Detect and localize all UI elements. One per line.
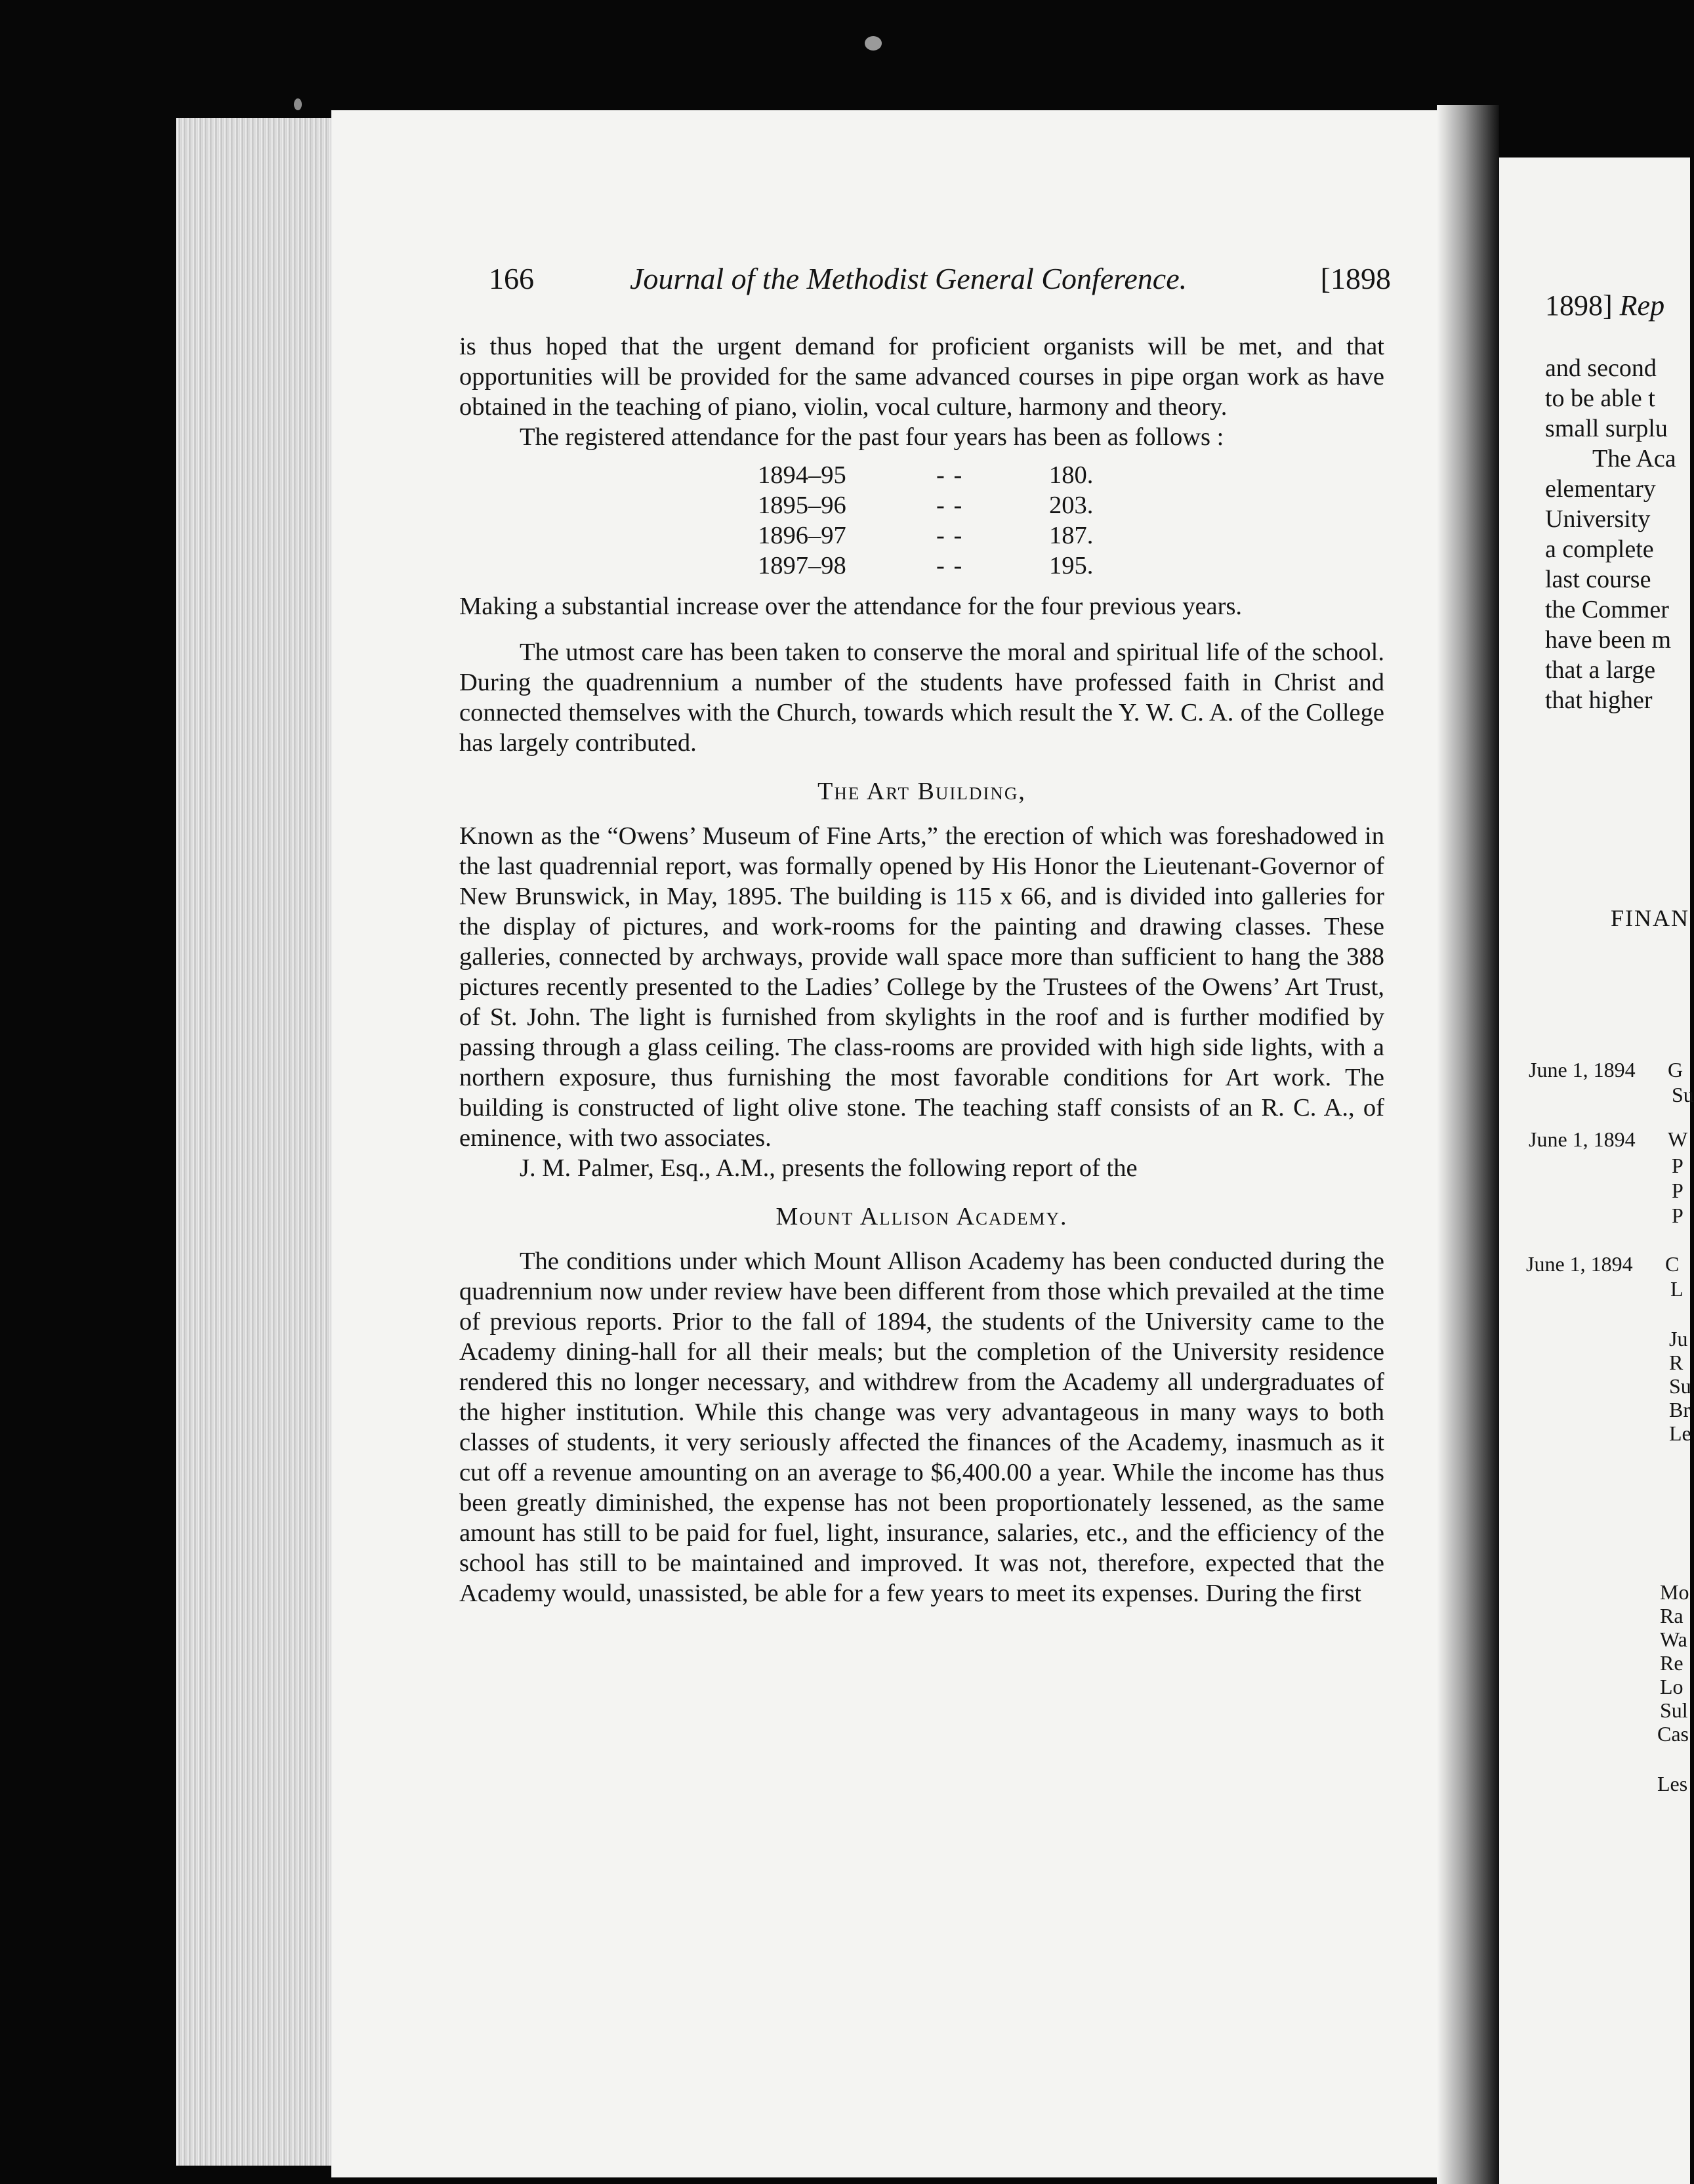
right-page-text	[1545, 353, 1676, 715]
ledger-subitem: R	[1669, 1351, 1684, 1374]
ledger-entry	[1529, 1127, 1687, 1152]
table-row	[459, 551, 1384, 581]
dust-speck	[294, 98, 302, 110]
ledger-subitem: Mo	[1660, 1580, 1689, 1604]
attendance-table	[459, 460, 1384, 581]
ledger-subitem: Wa	[1660, 1628, 1687, 1651]
ledger-subitem: L	[1670, 1277, 1684, 1301]
page-number: 166	[489, 262, 534, 295]
ledger-subitem: Br	[1669, 1398, 1690, 1421]
ledger-subitem: P	[1672, 1179, 1684, 1202]
table-row	[459, 490, 1384, 520]
ledger-subitem: Ju	[1669, 1327, 1688, 1351]
right-header-year: 1898]	[1545, 289, 1613, 322]
text-line: and second	[1545, 354, 1657, 382]
header-year: [1898	[1320, 262, 1391, 295]
paragraph: The registered attendance for the past four years has been as follows :	[520, 423, 1224, 451]
ledger-subitem: Sul	[1660, 1698, 1688, 1722]
table-cell-count: 195.	[1049, 552, 1094, 579]
page-body	[459, 331, 1384, 1608]
table-cell-years: 1896–97	[758, 522, 846, 549]
table-cell-years: 1894–95	[758, 461, 846, 489]
paragraph: The utmost care has been taken to conserve the moral and spiritual life of the school. During the quadrennium a number of the students have professed faith in Christ and connected themselves with the Church, towards which result the Y. W. C. A. of the College has largely contributed.	[459, 639, 1384, 757]
ledger-subitem: Su	[1672, 1083, 1694, 1106]
right-header-title: Rep	[1619, 289, 1665, 322]
ledger-date: June 1, 1894	[1529, 1127, 1636, 1151]
text-line: elementary	[1545, 475, 1656, 503]
text-line: that higher	[1545, 686, 1653, 714]
section-heading-art-building: The Art Building,	[817, 778, 1026, 805]
text-line: University	[1545, 505, 1651, 533]
paragraph: J. M. Palmer, Esq., A.M., presents the following report of the	[520, 1154, 1138, 1182]
ledger-item: W	[1668, 1127, 1688, 1151]
ledger-subitem: Su	[1669, 1374, 1691, 1398]
ledger-subitem: Cas	[1657, 1722, 1689, 1746]
ledger-subitem: Les	[1657, 1772, 1688, 1796]
text-line: The Aca	[1592, 445, 1676, 472]
text-line: have been m	[1545, 626, 1672, 654]
table-cell-count: 203.	[1049, 492, 1094, 519]
table-cell-years: 1895–96	[758, 492, 846, 519]
text-line: the Commer	[1545, 596, 1669, 623]
ledger-entry	[1529, 1058, 1683, 1082]
ledger-subitem: P	[1672, 1154, 1684, 1177]
table-cell-years: 1897–98	[758, 552, 846, 579]
table-cell-leader: - -	[936, 461, 964, 489]
book-gutter	[1437, 105, 1499, 2184]
text-line: last course	[1545, 566, 1651, 593]
section-heading-academy: Mount Allison Academy.	[775, 1203, 1068, 1230]
page-edges	[176, 118, 340, 2166]
paragraph: is thus hoped that the urgent demand for proficient organists will be met, and that opportunities will be provided for the same advanced courses in pipe organ work as have obtained in the teaching of piano, violin, vocal culture, harmony and theory.	[459, 333, 1384, 421]
running-header	[489, 261, 1391, 307]
text-line: small surplu	[1545, 415, 1668, 442]
ledger-subitem: Re	[1660, 1651, 1684, 1675]
text-line: that a large	[1545, 656, 1656, 684]
ledger-subitem: P	[1672, 1204, 1684, 1227]
table-cell-leader: - -	[936, 522, 964, 549]
ledger-item: C	[1665, 1252, 1680, 1276]
paragraph: The conditions under which Mount Allison Academy has been conducted during the quadrennium now under review have been different from those which prevailed at the time of previous reports. Prior to the fall of 1894, the students of the University came to the Academy dining-hall for all their meals; but the completion of the University residence rendered this no longer necessary, and withdrew from the Academy all undergraduates of the higher institution. While this change was very advantageous in many ways to both classes of students, it very seriously affected the finances of the Academy, inasmuch as it cut off a revenue amounting on an average to $6,400.00 a year. While the income has thus been greatly diminished, the expense has not been proportionately lessened, as the same amount has still to be paid for fuel, light, insurance, salaries, etc., and the efficiency of the school has still to be maintained and improved. It was not, therefore, expected that the Academy would, unassisted, be able for a few years to meet its expenses. During the first	[459, 1248, 1384, 1607]
ledger-date: June 1, 1894	[1529, 1058, 1636, 1082]
running-title: Journal of the Methodist General Conference.	[630, 262, 1188, 295]
table-cell-count: 187.	[1049, 522, 1094, 549]
table-cell-leader: - -	[936, 492, 964, 519]
table-cell-leader: - -	[936, 552, 964, 579]
financial-heading: FINAN	[1611, 905, 1690, 931]
ledger-subitem: Ra	[1660, 1604, 1684, 1628]
paragraph: Making a substantial increase over the attendance for the four previous years.	[459, 593, 1243, 620]
ledger-subitem: Le	[1669, 1421, 1691, 1445]
table-cell-count: 180.	[1049, 461, 1094, 489]
text-line: to be able t	[1545, 385, 1655, 412]
ledger-date: June 1, 1894	[1526, 1252, 1633, 1276]
table-row	[459, 460, 1384, 490]
paragraph: Known as the “Owens’ Museum of Fine Arts,” the erection of which was foreshadowed in the last quadrennial report, was formally opened by His Honor the Lieutenant-Governor of New Brunswick, in May, 1895. The building is 115 x 66, and is divided into galleries for the display of pictures, and work-rooms for the painting and drawing classes. These galleries, connected by archways, provide wall space more than sufficient to hang the 388 pictures recently presented to the Ladies’ College by the Trustees of the Owens’ Art Trust, of St. John. The light is furnished from skylights in the roof and is further modified by passing through a glass ceiling. The class-rooms are provided with high side lights, with a northern exposure, thus furnishing the most favorable conditions for Art work. The building is constructed of light olive stone. The teaching staff consists of an R. C. A., of eminence, with two associates.	[459, 822, 1384, 1152]
ledger-subitem: Lo	[1660, 1675, 1684, 1698]
right-running-header	[1545, 289, 1664, 322]
dust-speck	[865, 36, 882, 51]
ledger-entry	[1526, 1252, 1679, 1276]
ledger-item: G	[1668, 1058, 1684, 1082]
table-row	[459, 520, 1384, 551]
text-line: a complete	[1545, 536, 1654, 563]
